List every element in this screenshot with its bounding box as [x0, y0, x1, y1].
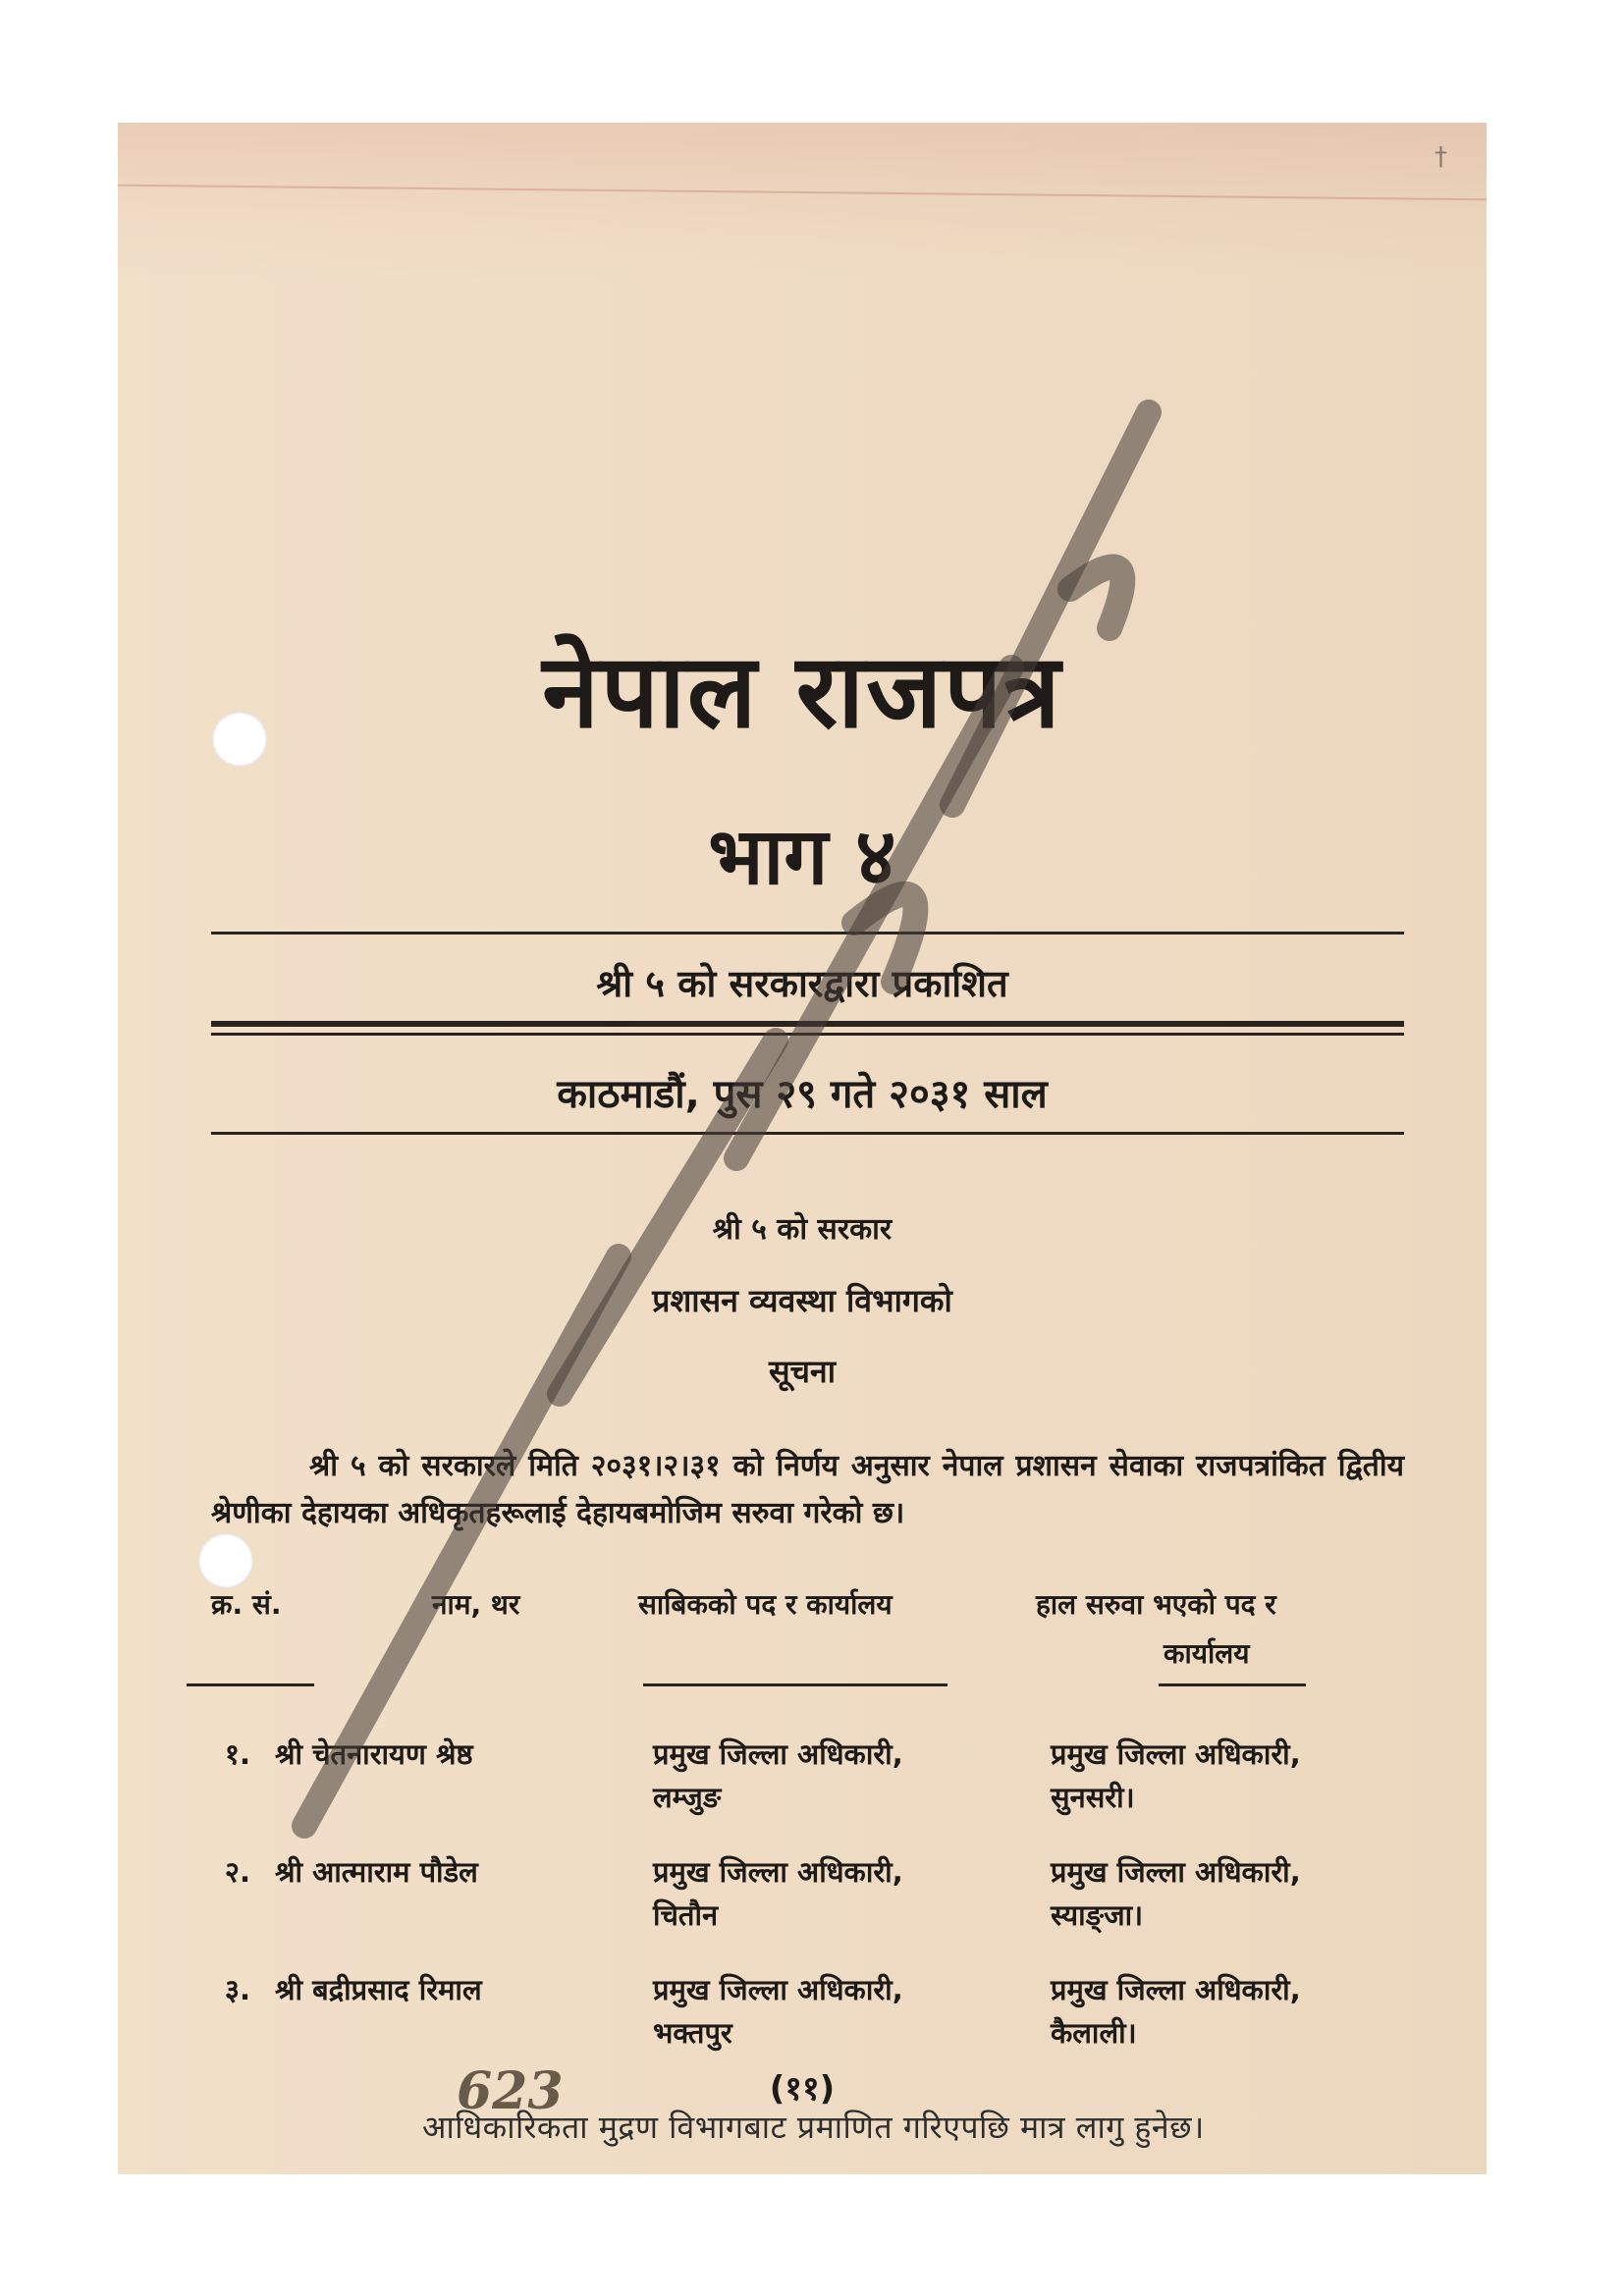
- underline-current: [1159, 1683, 1306, 1686]
- handwritten-number: 623: [457, 2061, 564, 2121]
- gazette-title: नेपाल राजपत्र: [542, 631, 1062, 751]
- row-cur-office: कैलाली।: [1051, 2016, 1137, 2050]
- page-number: (११): [769, 2069, 836, 2109]
- row-name: श्री आत्माराम पौडेल: [275, 1855, 478, 1889]
- rule-1: [211, 932, 1404, 934]
- row-prev-office: लम्जुङ: [653, 1781, 722, 1814]
- gazette-part: भाग ४: [708, 811, 896, 902]
- row-sn: १.: [224, 1737, 250, 1771]
- row-prev-post: प्रमुख जिल्ला अधिकारी,: [653, 1973, 903, 2006]
- torn-edge: [118, 185, 1487, 215]
- rule-3: [211, 1033, 1404, 1036]
- row-name: श्री बद्रीप्रसाद रिमाल: [275, 1973, 482, 2006]
- row-prev-office: भक्तपुर: [653, 2016, 732, 2050]
- footer-note: आधिकारिकता मुद्रण विभागबाट प्रमाणित गरिएपछि मात्र लागु हुनेछ।: [422, 2109, 1205, 2146]
- col-header-previous: साबिकको पद र कार्यालय: [638, 1588, 893, 1621]
- notice-heading: सूचना: [768, 1353, 836, 1390]
- document-page: [118, 123, 1487, 2174]
- col-header-name: नाम, थर: [432, 1588, 520, 1621]
- col-header-current-2: कार्यालय: [1164, 1637, 1250, 1670]
- row-prev-post: प्रमुख जिल्ला अधिकारी,: [653, 1855, 903, 1889]
- col-header-current: हाल सरुवा भएको पद र: [1036, 1588, 1276, 1621]
- row-cur-office: सुनसरी।: [1051, 1781, 1135, 1814]
- underline-previous: [643, 1683, 947, 1686]
- department-line: प्रशासन व्यवस्था विभागको: [652, 1282, 952, 1319]
- publisher-line: श्री ५ को सरकारद्वारा प्रकाशित: [596, 962, 1008, 1005]
- row-prev-office: चितौन: [653, 1898, 719, 1932]
- corner-mark: †: [1435, 142, 1447, 172]
- row-name: श्री चेतनारायण श्रेष्ठ: [275, 1737, 473, 1771]
- government-line: श्री ५ को सरकार: [712, 1212, 893, 1247]
- dateline: काठमाडौं, पुस २९ गते २०३१ साल: [557, 1072, 1048, 1117]
- row-cur-post: प्रमुख जिल्ला अधिकारी,: [1051, 1855, 1301, 1889]
- row-cur-office: स्याङ्जा।: [1051, 1898, 1144, 1932]
- notice-paragraph: श्री ५ को सरकारले मिति २०३१।२।३१ को निर्णय अनुसार नेपाल प्रशासन सेवाका राजपत्रांकित द्वितीय श्रेणीका देहायका अधिकृतहरूलाई देहायबमोजिम सरुवा गरेको छ।: [211, 1449, 1404, 1530]
- row-cur-post: प्रमुख जिल्ला अधिकारी,: [1051, 1973, 1301, 2006]
- col-header-sn: क्र. सं.: [211, 1588, 282, 1621]
- row-sn: ३.: [224, 1973, 250, 2006]
- row-sn: २.: [224, 1855, 250, 1889]
- punch-hole-bottom: [198, 1533, 253, 1588]
- rule-4: [211, 1132, 1404, 1135]
- rule-2: [211, 1021, 1404, 1027]
- row-cur-post: प्रमुख जिल्ला अधिकारी,: [1051, 1737, 1301, 1771]
- underline-sn: [187, 1683, 314, 1686]
- row-prev-post: प्रमुख जिल्ला अधिकारी,: [653, 1737, 903, 1771]
